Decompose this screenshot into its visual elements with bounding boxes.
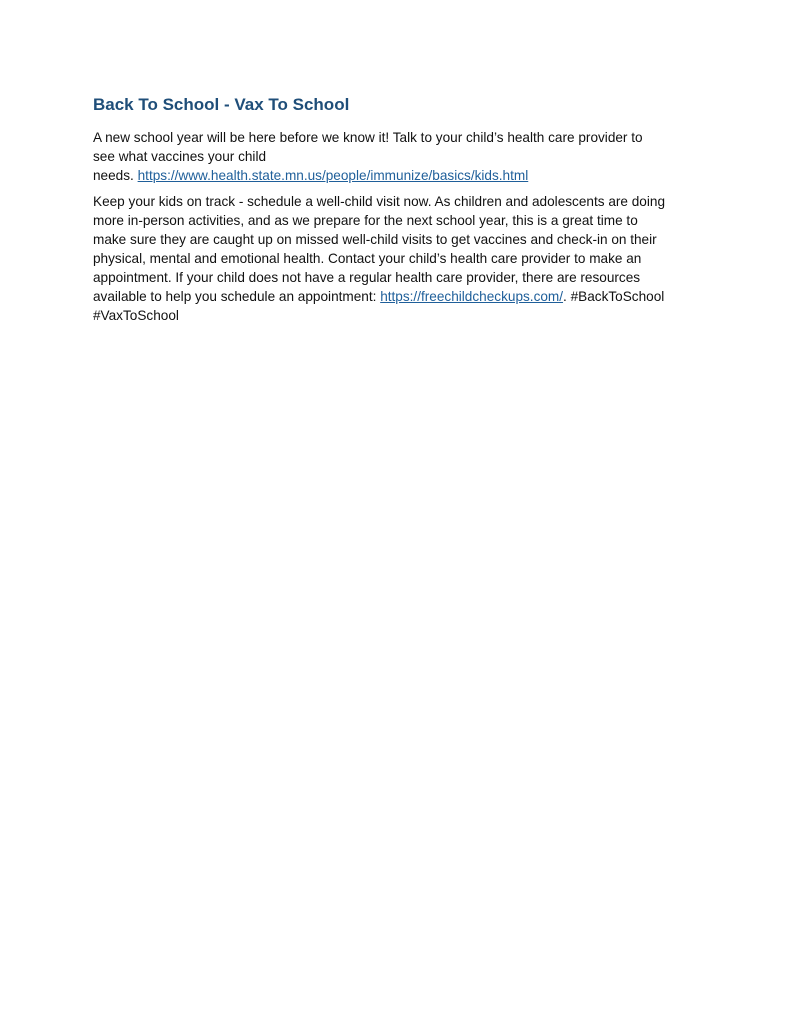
- paragraph-text: make sure they are caught up on missed well-child visits to get vaccines and check-in on their: [93, 232, 657, 247]
- free-child-checkups-link[interactable]: https://freechildcheckups.com/: [380, 289, 564, 304]
- paragraph-text: appointment. If your child does not have a regular health care provider, there are resources: [93, 270, 641, 285]
- document-content: [93, 92, 705, 332]
- paragraph-vaccines-intro: [93, 128, 705, 185]
- paragraph-well-child-visit: [93, 192, 705, 325]
- paragraph-text: needs.: [93, 168, 134, 183]
- paragraph-text: available to help you schedule an appointment:: [93, 289, 377, 304]
- paragraph-text: see what vaccines your child: [93, 149, 267, 164]
- paragraph-text: A new school year will be here before we know it! Talk to your child’s health care provider to: [93, 130, 643, 145]
- hashtag-vax-to-school: #VaxToSchool: [93, 308, 179, 323]
- paragraph-text: Keep your kids on track - schedule a well-child visit now. As children and adolescents are doing: [93, 194, 666, 209]
- paragraph-text: physical, mental and emotional health. Contact your child’s health care provider to make an: [93, 251, 642, 266]
- document-title: Back To School - Vax To School: [93, 95, 350, 114]
- mn-health-kids-vaccines-link[interactable]: https://www.health.state.mn.us/people/immunize/basics/kids.html: [137, 168, 529, 183]
- paragraph-text: more in-person activities, and as we prepare for the next school year, this is a great time to: [93, 213, 638, 228]
- hashtag-back-to-school: . #BackToSchool: [563, 289, 665, 304]
